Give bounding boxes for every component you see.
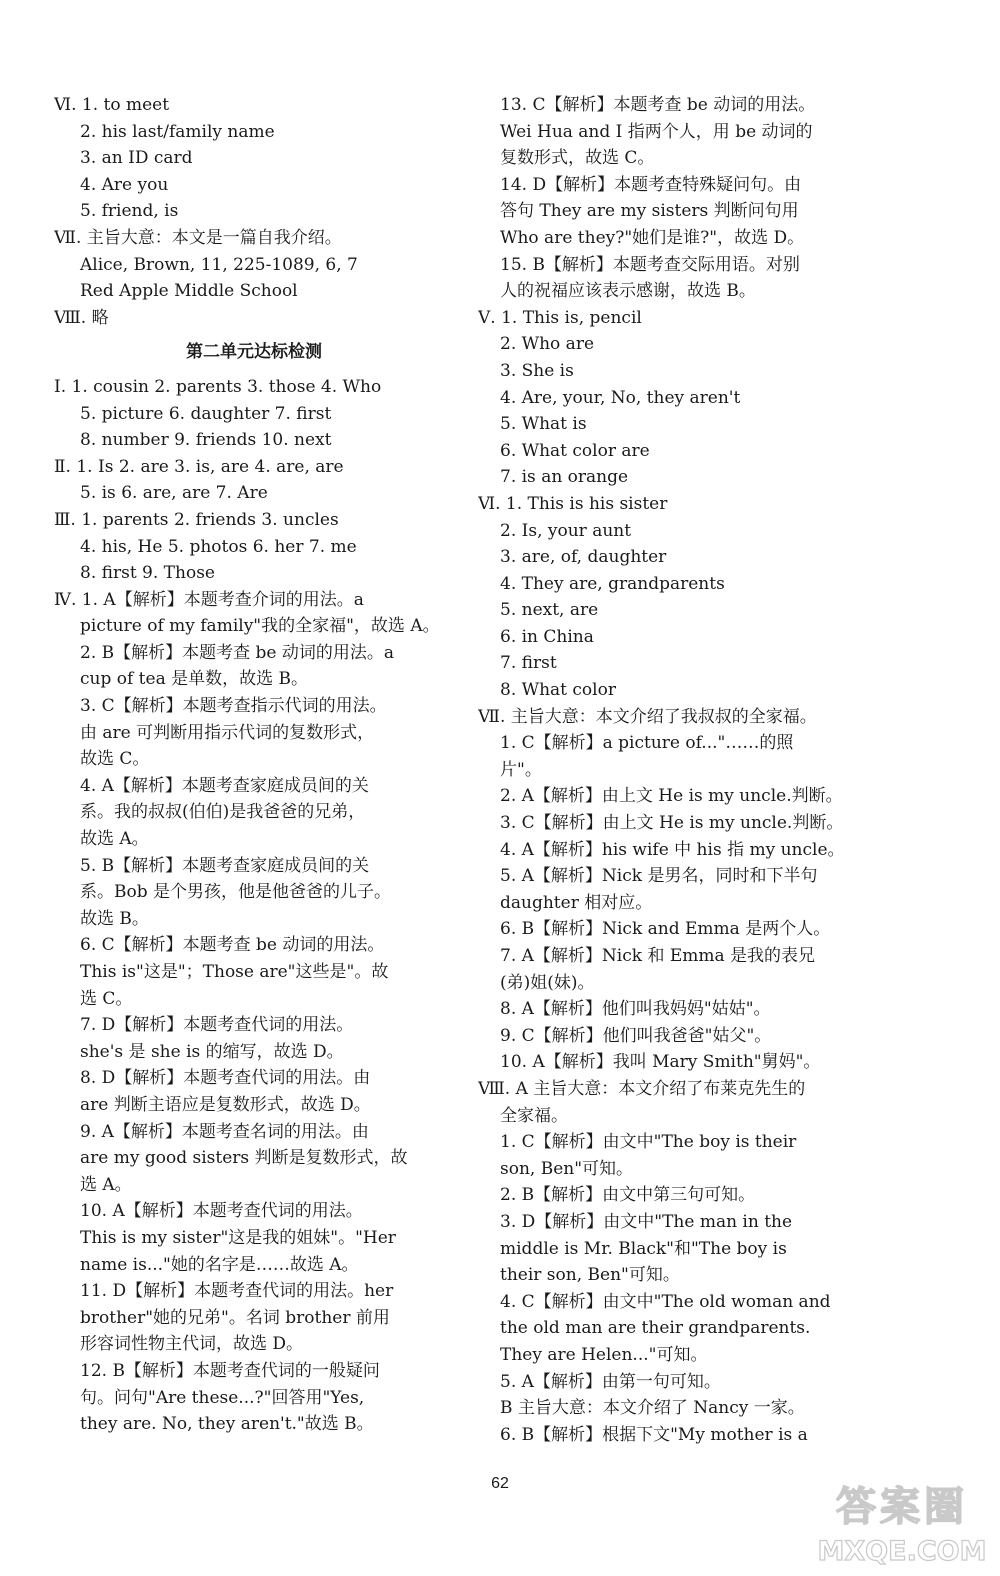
answer-line: 3. an ID card xyxy=(80,148,193,169)
answer-line: 6. B【解析】根据下文"My mother is a xyxy=(500,1424,808,1445)
answer-line: 故选 C。 xyxy=(80,749,150,770)
answer-line: 12. B【解析】本题考查代词的一般疑问 xyxy=(80,1360,380,1381)
answer-line: Wei Hua and I 指两个人，用 be 动词的 xyxy=(500,121,813,142)
answer-line: 2. Is, your aunt xyxy=(500,520,632,541)
answer-line: son, Ben"可知。 xyxy=(500,1158,634,1179)
answer-line: 复数形式，故选 C。 xyxy=(500,148,655,169)
answer-line: 全家福。 xyxy=(500,1105,568,1126)
answer-line: 9. A【解析】本题考查名词的用法。由 xyxy=(80,1121,369,1142)
answer-line: 5. What is xyxy=(500,414,587,435)
answer-line: 5. next, are xyxy=(500,600,599,621)
answer-line: 10. A【解析】我叫 Mary Smith"舅妈"。 xyxy=(500,1052,821,1073)
answer-line: 2. B【解析】本题考查 be 动词的用法。a xyxy=(80,642,395,663)
watermark-text: 答案圈 xyxy=(836,1484,968,1530)
answer-line: Ⅶ. 主旨大意：本文介绍了我叔叔的全家福。 xyxy=(478,706,817,727)
answer-line: They are Helen..."可知。 xyxy=(500,1344,708,1365)
answer-line: 5. B【解析】本题考查家庭成员间的关 xyxy=(80,855,370,876)
answer-line: Alice, Brown, 11, 225-1089, 6, 7 xyxy=(80,254,358,275)
answer-line: 11. D【解析】本题考查代词的用法。her xyxy=(80,1281,394,1302)
answer-line: 4. C【解析】由文中"The old woman and xyxy=(500,1291,831,1312)
answer-line: 5. is 6. are, are 7. Are xyxy=(80,483,268,504)
answer-line: Ⅶ. 主旨大意：本文是一篇自我介绍。 xyxy=(54,227,342,248)
answer-line: the old man are their grandparents. xyxy=(500,1318,811,1339)
answer-line: 7. A【解析】Nick 和 Emma 是我的表兄 xyxy=(500,946,816,966)
answer-line: 形容词性物主代词，故选 D。 xyxy=(80,1334,304,1355)
section-spacer xyxy=(54,366,454,374)
answer-line: 片"。 xyxy=(500,759,542,780)
answer-line: 系。我的叔叔(伯伯)是我爸爸的兄弟， xyxy=(80,802,366,823)
answer-line: Ⅴ. 1. This is, pencil xyxy=(478,307,642,328)
answer-line: 4. Are, your, No, they aren't xyxy=(500,387,741,408)
answer-line: 8. What color xyxy=(500,680,616,701)
answer-line: 3. are, of, daughter xyxy=(500,547,667,568)
answer-line: (弟)姐(妹)。 xyxy=(500,972,595,993)
answer-line: 2. B【解析】由文中第三句可知。 xyxy=(500,1185,756,1206)
answer-line: 句。问句"Are these...?"回答用"Yes, xyxy=(80,1387,365,1408)
answer-line: name is..."她的名字是……故选 A。 xyxy=(80,1254,359,1275)
answer-line: 2. his last/family name xyxy=(80,121,275,142)
answer-line: they are. No, they aren't."故选 B。 xyxy=(80,1414,374,1435)
answer-line: 2. A【解析】由上文 He is my uncle.判断。 xyxy=(500,786,843,807)
answer-line: cup of tea 是单数，故选 B。 xyxy=(80,669,309,690)
answer-line: are my good sisters 判断是复数形式，故 xyxy=(80,1148,408,1169)
answer-line: 6. C【解析】本题考查 be 动词的用法。 xyxy=(80,935,385,956)
answer-line: 7. first xyxy=(500,653,557,674)
answer-line: picture of my family"我的全家福"，故选 A。 xyxy=(80,616,440,637)
answer-line: 5. friend, is xyxy=(80,201,179,222)
answer-line: This is my sister"这是我的姐妹"。"Her xyxy=(80,1227,396,1248)
answer-line: Ⅱ. 1. Is 2. are 3. is, are 4. are, are xyxy=(54,456,344,477)
answer-line: 选 A。 xyxy=(80,1174,132,1195)
answer-line: 故选 B。 xyxy=(80,908,149,929)
answer-line: 9. C【解析】他们叫我爸爸"姑父"。 xyxy=(500,1025,772,1046)
answer-line: 4. A【解析】his wife 中 his 指 my uncle。 xyxy=(500,839,845,860)
answer-line: 4. A【解析】本题考查家庭成员间的关 xyxy=(80,775,369,796)
answer-line: 系。Bob 是个男孩，他是他爸爸的儿子。 xyxy=(80,882,392,903)
right-column xyxy=(478,92,858,1448)
left-column xyxy=(54,92,454,1438)
answer-line: Ⅵ. 1. This is his sister xyxy=(478,493,668,514)
answer-line: 6. What color are xyxy=(500,440,650,461)
answer-line: B 主旨大意：本文介绍了 Nancy 一家。 xyxy=(500,1398,805,1419)
answer-line: 8. A【解析】他们叫我妈妈"姑姑"。 xyxy=(500,999,771,1020)
answer-line: 14. D【解析】本题考查特殊疑问句。由 xyxy=(500,174,802,195)
answer-line: 4. They are, grandparents xyxy=(500,573,725,594)
watermark-logo xyxy=(812,1480,992,1572)
answer-line: Ⅳ. 1. A【解析】本题考查介词的用法。a xyxy=(54,589,364,610)
watermark-url: MXQE.COM xyxy=(817,1536,987,1567)
answer-line: middle is Mr. Black"和"The boy is xyxy=(500,1238,787,1259)
answer-line: their son, Ben"可知。 xyxy=(500,1265,680,1286)
page-number: 62 xyxy=(491,1475,509,1492)
answer-line: 7. is an orange xyxy=(500,467,629,488)
answer-line: 选 C。 xyxy=(80,988,133,1009)
answer-line: 5. A【解析】Nick 是男名，同时和下半句 xyxy=(500,866,818,887)
answer-line: 由 are 可判断用指示代词的复数形式， xyxy=(80,722,375,743)
answer-line: 人的祝福应该表示感谢，故选 B。 xyxy=(500,281,756,302)
answer-line: Ⅰ. 1. cousin 2. parents 3. those 4. Who xyxy=(54,376,382,397)
answer-line: 13. C【解析】本题考查 be 动词的用法。 xyxy=(500,95,816,115)
answer-line: 8. first 9. Those xyxy=(80,563,215,584)
answer-line: 15. B【解析】本题考查交际用语。对别 xyxy=(500,254,800,275)
answer-line: 2. Who are xyxy=(500,334,595,355)
answer-line: This is"这是"；Those are"这些是"。故 xyxy=(80,962,389,982)
answer-line: 8. number 9. friends 10. next xyxy=(80,430,332,451)
answer-line: Who are they?"她们是谁?"，故选 D。 xyxy=(500,227,805,248)
answer-line: 3. C【解析】本题考查指示代词的用法。 xyxy=(80,696,387,717)
answer-line: 故选 A。 xyxy=(80,829,149,850)
section-spacer xyxy=(54,331,454,339)
answer-line: 3. D【解析】由文中"The man in the xyxy=(500,1211,793,1232)
answer-line: 10. A【解析】本题考查代词的用法。 xyxy=(80,1201,363,1222)
answer-line: Ⅷ. A 主旨大意：本文介绍了布莱克先生的 xyxy=(478,1078,806,1099)
answer-line: 6. in China xyxy=(500,626,594,647)
answer-line: 8. D【解析】本题考查代词的用法。由 xyxy=(80,1068,371,1089)
answer-line: 5. picture 6. daughter 7. first xyxy=(80,403,332,424)
answer-line: she's 是 she is 的缩写，故选 D。 xyxy=(80,1041,344,1062)
answer-line: 3. She is xyxy=(500,360,574,381)
answer-line: Ⅵ. 1. to meet xyxy=(54,95,170,115)
section-title: 第二单元达标检测 xyxy=(186,342,322,363)
answer-line: are 判断主语应是复数形式，故选 D。 xyxy=(80,1094,371,1115)
answer-line: 6. B【解析】Nick and Emma 是两个人。 xyxy=(500,919,831,940)
answer-line: 3. C【解析】由上文 He is my uncle.判断。 xyxy=(500,813,844,834)
answer-line: Ⅲ. 1. parents 2. friends 3. uncles xyxy=(54,509,339,530)
answer-line: 答句 They are my sisters 判断问句用 xyxy=(500,201,799,222)
answer-line: 5. A【解析】由第一句可知。 xyxy=(500,1371,721,1392)
answer-line: daughter 相对应。 xyxy=(500,892,653,913)
answer-line: 7. D【解析】本题考查代词的用法。 xyxy=(80,1015,354,1036)
answer-line: 1. C【解析】a picture of..."……的照 xyxy=(500,733,794,754)
answer-line: Ⅷ. 略 xyxy=(54,307,109,328)
answer-line: Red Apple Middle School xyxy=(80,281,298,302)
answer-line: 4. his, He 5. photos 6. her 7. me xyxy=(80,536,357,557)
answer-line: brother"她的兄弟"。名词 brother 前用 xyxy=(80,1307,390,1328)
answer-line: 4. Are you xyxy=(80,174,169,195)
answer-line: 1. C【解析】由文中"The boy is their xyxy=(500,1132,797,1153)
